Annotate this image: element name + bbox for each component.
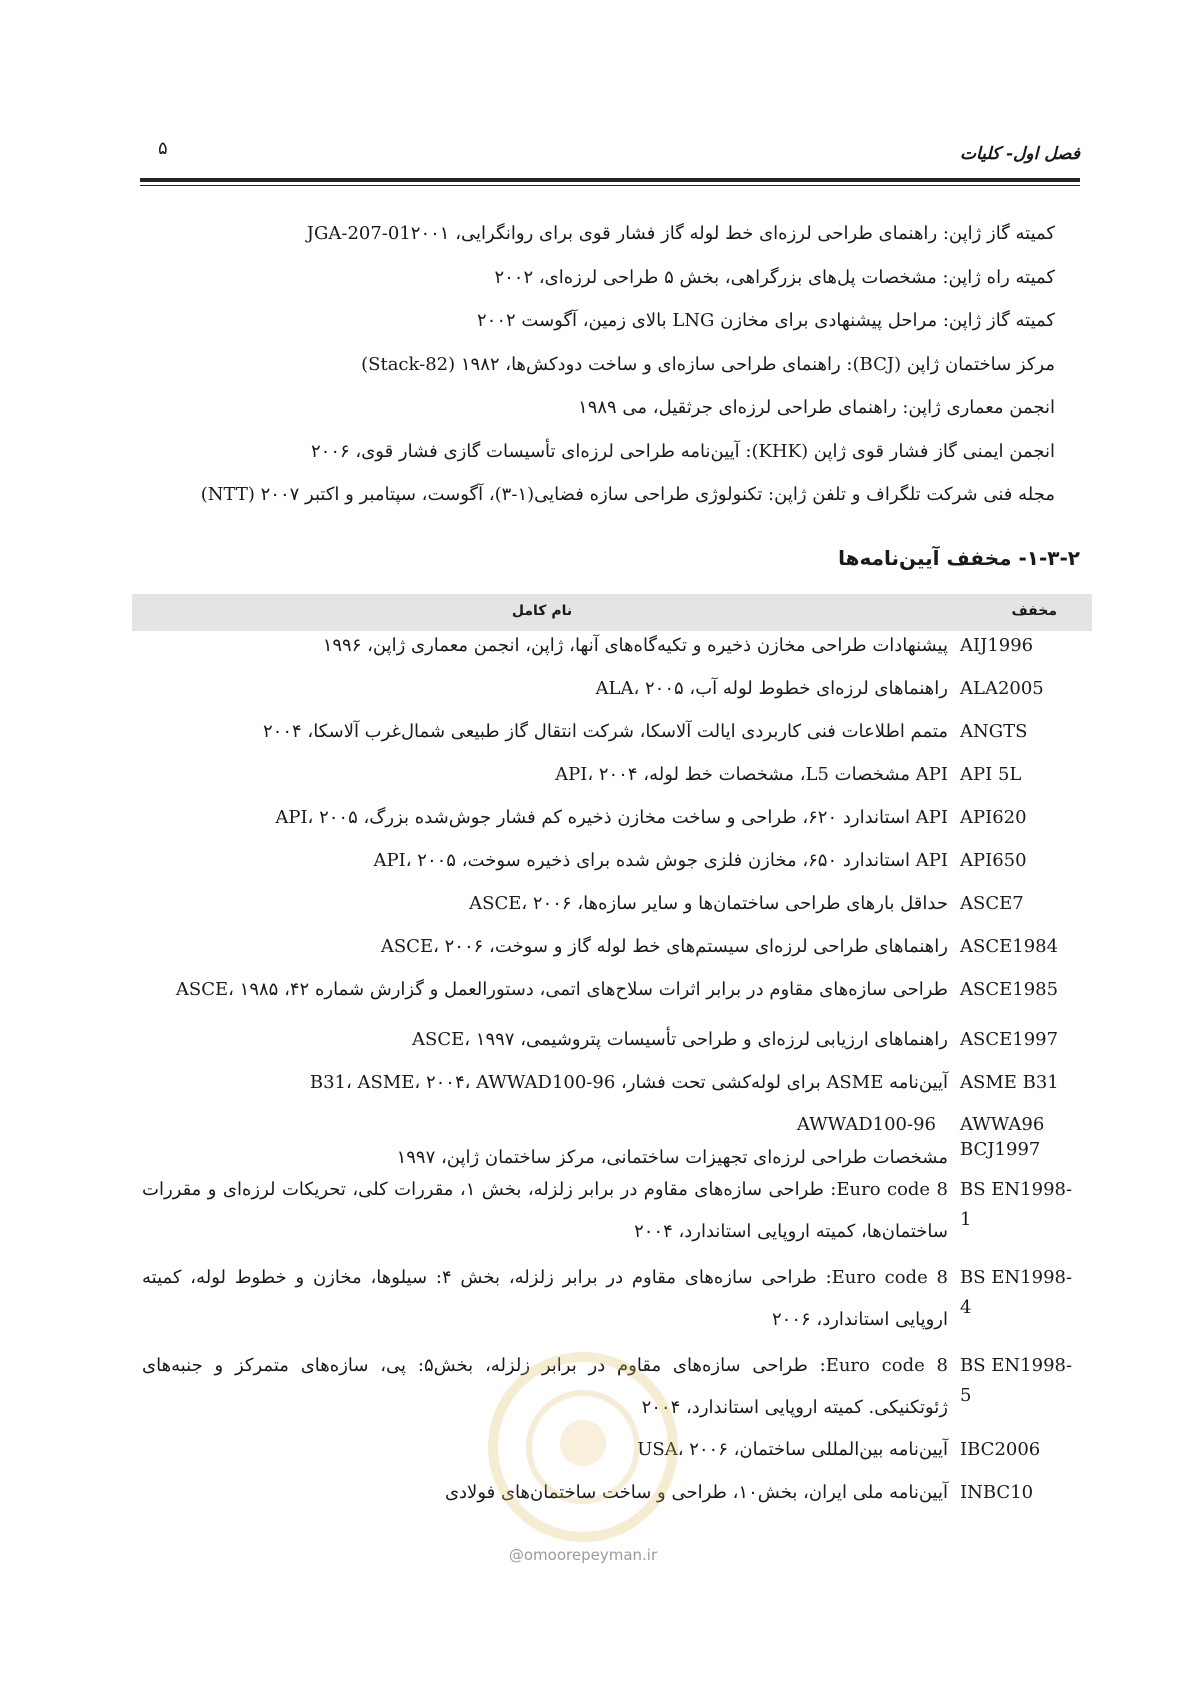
table-row — [132, 846, 1092, 889]
reference-list — [200, 212, 1055, 517]
row-full-name: Euro code 8: طراحی سازه‌های مقاوم در برابر زلزله، بخش ۴: سیلوها، مخازن و خطوط لوله، کمیته اروپایی استاندارد، ۲۰۰۶ — [142, 1267, 948, 1330]
row-abbr: API620 — [960, 807, 1027, 828]
row-full-name: حداقل بارهای طراحی ساختمان‌ها و سایر سازه‌ها، ASCE، ۲۰۰۶ — [469, 893, 948, 914]
table-row — [132, 803, 1092, 846]
row-abbr: BS EN1998-4 — [960, 1267, 1073, 1318]
header-abbr: مخفف — [1011, 603, 1057, 619]
row-abbr: ASCE1997 — [960, 1029, 1059, 1050]
row-abbr: AIJ1996 — [960, 635, 1034, 656]
reference-item: انجمن ایمنی گاز فشار قوی ژاپن (KHK): آیین‌نامه طراحی لرزه‌ای تأسیسات گازی فشار قوی، ۲۰۰۶ — [311, 440, 1055, 462]
table-row — [132, 760, 1092, 803]
table-row — [132, 932, 1092, 975]
row-abbr: BCJ1997 — [960, 1139, 1041, 1160]
row-abbr: ASME B31 — [960, 1072, 1059, 1093]
reference-item: کمیته راه ژاپن: مشخصات پل‌های بزرگراهی، بخش ۵ طراحی لرزه‌ای، ۲۰۰۲ — [494, 266, 1055, 288]
row-abbr: API650 — [960, 850, 1027, 871]
table-header — [132, 594, 1092, 631]
chapter-title: فصل اول- کلیات — [960, 144, 1080, 164]
table-row — [132, 889, 1092, 932]
row-full-name: راهنماهای لرزه‌ای خطوط لوله آب، ALA، ۲۰۰۵ — [595, 678, 948, 699]
row-full-name: آیین‌نامه بین‌المللی ساختمان، USA، ۲۰۰۶ — [637, 1439, 948, 1460]
row-full-name: Euro code 8: طراحی سازه‌های مقاوم در برابر زلزله، بخش۵: پی، سازه‌های متمرکز و جنبه‌های ژئوتکنیکی. کمیته اروپایی استاندارد، ۲۰۰۴ — [142, 1355, 948, 1418]
table-row — [132, 717, 1092, 760]
page-number: ۵ — [158, 138, 168, 159]
table-row — [132, 975, 1092, 1025]
header-rule-thick — [140, 178, 1080, 182]
watermark-logo-icon — [488, 1352, 678, 1542]
table-row — [132, 1111, 1092, 1139]
table-row — [132, 1025, 1092, 1068]
reference-item: انجمن معماری ژاپن: راهنمای طراحی لرزه‌ای جرثقیل، می ۱۹۸۹ — [578, 397, 1055, 418]
row-full-name: راهنماهای طراحی لرزه‌ای سیستم‌های خط لوله گاز و سوخت، ASCE، ۲۰۰۶ — [380, 936, 948, 957]
row-full-name: پیشنهادات طراحی مخازن ذخیره و تکیه‌گاه‌های آنها، ژاپن، انجمن معماری ژاپن، ۱۹۹۶ — [322, 635, 948, 656]
row-abbr: ANGTS — [960, 721, 1028, 742]
table-row — [132, 1175, 1092, 1263]
header-rule-thin — [140, 185, 1080, 186]
row-abbr: ASCE1984 — [960, 936, 1059, 957]
header-full-name: نام کامل — [511, 603, 573, 619]
row-abbr: ASCE7 — [960, 893, 1024, 914]
row-full-name: مشخصات طراحی لرزه‌ای تجهیزات ساختمانی، مرکز ساختمان ژاپن، ۱۹۹۷ — [396, 1147, 948, 1168]
row-full-name: API استاندارد ۶۵۰، مخازن فلزی جوش شده برای ذخیره سوخت، API، ۲۰۰۵ — [373, 850, 948, 871]
reference-item: مرکز ساختمان ژاپن (BCJ): راهنمای طراحی سازه‌ای و ساخت دودکش‌ها، ۱۹۸۲ (Stack-82) — [361, 353, 1055, 375]
row-abbr: BS EN1998-1 — [960, 1179, 1073, 1230]
row-abbr: ALA2005 — [960, 678, 1044, 699]
row-abbr: INBC10 — [960, 1482, 1034, 1503]
row-full-name: متمم اطلاعات فنی کاربردی ایالت آلاسکا، شرکت انتقال گاز طبیعی شمال‌غرب آلاسکا، ۲۰۰۴ — [262, 721, 948, 742]
row-full-name: AWWAD100-96 — [796, 1114, 936, 1135]
table-row — [132, 631, 1092, 674]
row-full-name: راهنماهای ارزیابی لرزه‌ای و طراحی تأسیسات پتروشیمی، ASCE، ۱۹۹۷ — [412, 1029, 948, 1050]
row-full-name: آیین‌نامه ASME برای لوله‌کشی تحت فشار، B31، ASME، ۲۰۰۴، AWWAD100-96 — [309, 1072, 948, 1093]
row-abbr: IBC2006 — [960, 1439, 1041, 1460]
reference-item: کمیته گاز ژاپن: راهنمای طراحی لرزه‌ای خط لوله گاز فشار قوی برای روانگرایی، JGA-207-01۲۰۰۱ — [306, 223, 1055, 244]
table-row — [132, 1263, 1092, 1351]
table-row — [132, 1068, 1092, 1111]
reference-item: کمیته گاز ژاپن: مراحل پیشنهادی برای مخازن LNG بالای زمین، آگوست ۲۰۰۲ — [477, 310, 1055, 331]
row-abbr: ASCE1985 — [960, 979, 1059, 1000]
watermark-text: @omoorepeyman.ir — [508, 1546, 658, 1564]
row-full-name: طراحی سازه‌های مقاوم در برابر اثرات سلاح‌های اتمی، دستورالعمل و گزارش شماره ۴۲، ASCE، ۱۹۸۵ — [175, 979, 948, 1000]
reference-item: مجله فنی شرکت تلگراف و تلفن ژاپن: تکنولوژی طراحی سازه فضایی(۱-۳)، آگوست، سپتامبر و اکتبر ۲۰۰۷ (NTT) — [200, 484, 1055, 505]
row-abbr: BS EN1998-5 — [960, 1355, 1073, 1406]
row-abbr: API 5L — [960, 764, 1022, 785]
section-title: ۱-۳-۲- مخفف آیین‌نامه‌ها — [838, 546, 1080, 570]
row-full-name: API استاندارد ۶۲۰، طراحی و ساخت مخازن ذخیره کم فشار جوش‌شده بزرگ، API، ۲۰۰۵ — [275, 807, 948, 828]
table-row — [132, 674, 1092, 717]
row-full-name: API مشخصات L5، مشخصات خط لوله، API، ۲۰۰۴ — [555, 764, 948, 785]
row-full-name: آیین‌نامه ملی ایران، بخش۱۰، طراحی و ساخت ساختمان‌های فولادی — [444, 1482, 948, 1503]
row-full-name: Euro code 8: طراحی سازه‌های مقاوم در برابر زلزله، بخش ۱، مقررات کلی، تحریکات لرزه‌ای و مقررات ساختمان‌ها، کمیته اروپایی استاندارد، ۲۰۰۴ — [142, 1179, 948, 1242]
row-abbr: AWWA96 — [960, 1114, 1045, 1135]
